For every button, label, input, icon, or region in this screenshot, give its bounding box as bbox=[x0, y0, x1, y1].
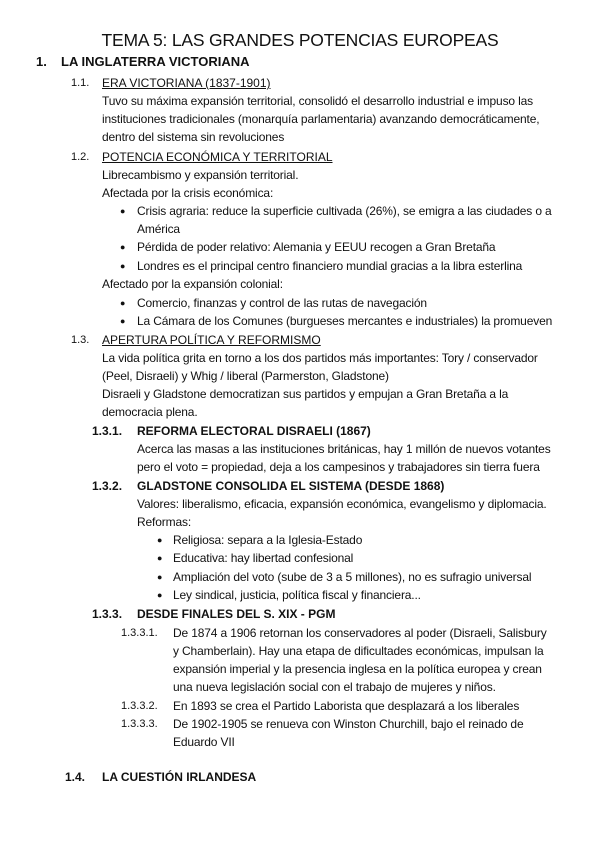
paragraph-line: democracia plena. bbox=[102, 405, 198, 419]
paragraph-line: Afectada por la crisis económica: bbox=[102, 186, 274, 200]
paragraph-line: De 1902-1905 se renueva con Winston Churchill, bajo el reinado de bbox=[173, 717, 524, 731]
subitem-number: 1.3.3.3. bbox=[121, 718, 158, 730]
paragraph-line: dentro del sistema sin revoluciones bbox=[102, 130, 285, 144]
section-1-1-heading: ERA VICTORIANA (1837-1901) bbox=[102, 76, 271, 90]
bullet-icon: ● bbox=[120, 316, 126, 326]
section-1-4-heading: LA CUESTIÓN IRLANDESA bbox=[102, 770, 257, 784]
page-title: TEMA 5: LAS GRANDES POTENCIAS EUROPEAS bbox=[101, 30, 499, 50]
list-item: Ampliación del voto (sube de 3 a 5 millones), no es sufragio universal bbox=[173, 570, 532, 584]
subitem-number: 1.3.3.2. bbox=[121, 700, 158, 712]
section-1-1-number: 1.1. bbox=[71, 77, 90, 89]
section-1-3-2-heading: GLADSTONE CONSOLIDA EL SISTEMA (DESDE 1868) bbox=[137, 479, 445, 493]
paragraph-line: pero el voto = propiedad, deja a los campesinos y trabajadores sin tierra fuera bbox=[137, 460, 540, 474]
bullet-icon: ● bbox=[120, 298, 126, 308]
paragraph-line: Acerca las masas a las instituciones británicas, hay 1 millón de nuevos votantes bbox=[137, 442, 551, 456]
list-item: Religiosa: separa a la Iglesia-Estado bbox=[173, 533, 363, 547]
paragraph-line: Reformas: bbox=[137, 515, 191, 529]
paragraph-line: expansión imperial y la presencia inglesa en la política europea y crean bbox=[173, 662, 542, 676]
list-item: Londres es el principal centro financiero mundial gracias a la libra esterlina bbox=[137, 259, 523, 273]
paragraph-line: Afectado por la expansión colonial: bbox=[102, 277, 283, 291]
section-1-3-3-heading: DESDE FINALES DEL S. XIX - PGM bbox=[137, 607, 336, 621]
list-item: Crisis agraria: reduce la superficie cultivada (26%), se emigra a las ciudades o a bbox=[137, 204, 552, 218]
list-item: Ley sindical, justicia, política fiscal y financiera... bbox=[173, 588, 421, 602]
list-item: Comercio, finanzas y control de las rutas de navegación bbox=[137, 296, 427, 310]
paragraph-line: Tuvo su máxima expansión territorial, consolidó el desarrollo industrial e impuso las bbox=[102, 94, 534, 108]
paragraph-line: instituciones tradicionales (monarquía parlamentaria) avanzando democráticamente, bbox=[102, 112, 540, 126]
paragraph-line: (Peel, Disraeli) y Whig / liberal (Parmerston, Gladstone) bbox=[102, 369, 389, 383]
bullet-icon: ● bbox=[157, 572, 163, 582]
section-1-heading: LA INGLATERRA VICTORIANA bbox=[61, 54, 250, 69]
subitem-number: 1.3.3.1. bbox=[121, 627, 158, 639]
paragraph-line: una nueva legislación social con el trabajo de mujeres y niños. bbox=[173, 680, 496, 694]
paragraph-line: Eduardo VII bbox=[173, 735, 235, 749]
section-1-3-heading: APERTURA POLÍTICA Y REFORMISMO bbox=[102, 333, 321, 347]
paragraph-line: Disraeli y Gladstone democratizan sus partidos y empujan a Gran Bretaña a la bbox=[102, 387, 509, 401]
section-1-2-number: 1.2. bbox=[71, 151, 90, 163]
list-item: La Cámara de los Comunes (burgueses mercantes e industriales) la promueven bbox=[137, 314, 553, 328]
paragraph-line: y Chamberlain). Hay una etapa de dificultades económicas, impulsan la bbox=[173, 644, 544, 658]
paragraph-line: Valores: liberalismo, eficacia, expansión económica, evangelismo y diplomacia. bbox=[137, 497, 547, 511]
bullet-icon: ● bbox=[120, 206, 126, 216]
section-1-3-1-number: 1.3.1. bbox=[92, 424, 123, 438]
paragraph-line: La vida política grita en torno a los dos partidos más importantes: Tory / conservador bbox=[102, 351, 538, 365]
section-1-3-2-number: 1.3.2. bbox=[92, 479, 123, 493]
bullet-icon: ● bbox=[120, 242, 126, 252]
section-1-3-number: 1.3. bbox=[71, 334, 90, 346]
list-item: Educativa: hay libertad confesional bbox=[173, 551, 354, 565]
paragraph-line: Librecambismo y expansión territorial. bbox=[102, 168, 299, 182]
section-1-3-1-heading: REFORMA ELECTORAL DISRAELI (1867) bbox=[137, 424, 371, 438]
section-1-3-3-number: 1.3.3. bbox=[92, 607, 123, 621]
bullet-icon: ● bbox=[157, 590, 163, 600]
paragraph-line: De 1874 a 1906 retornan los conservadores al poder (Disraeli, Salisbury bbox=[173, 626, 547, 640]
list-item: América bbox=[137, 222, 180, 236]
section-1-2-heading: POTENCIA ECONÓMICA Y TERRITORIAL bbox=[102, 150, 333, 164]
section-1-4-number: 1.4. bbox=[65, 770, 86, 784]
paragraph-line: En 1893 se crea el Partido Laborista que desplazará a los liberales bbox=[173, 699, 520, 713]
section-1-number: 1. bbox=[36, 54, 47, 69]
bullet-icon: ● bbox=[157, 553, 163, 563]
list-item: Pérdida de poder relativo: Alemania y EEUU recogen a Gran Bretaña bbox=[137, 240, 496, 254]
bullet-icon: ● bbox=[120, 261, 126, 271]
bullet-icon: ● bbox=[157, 535, 163, 545]
